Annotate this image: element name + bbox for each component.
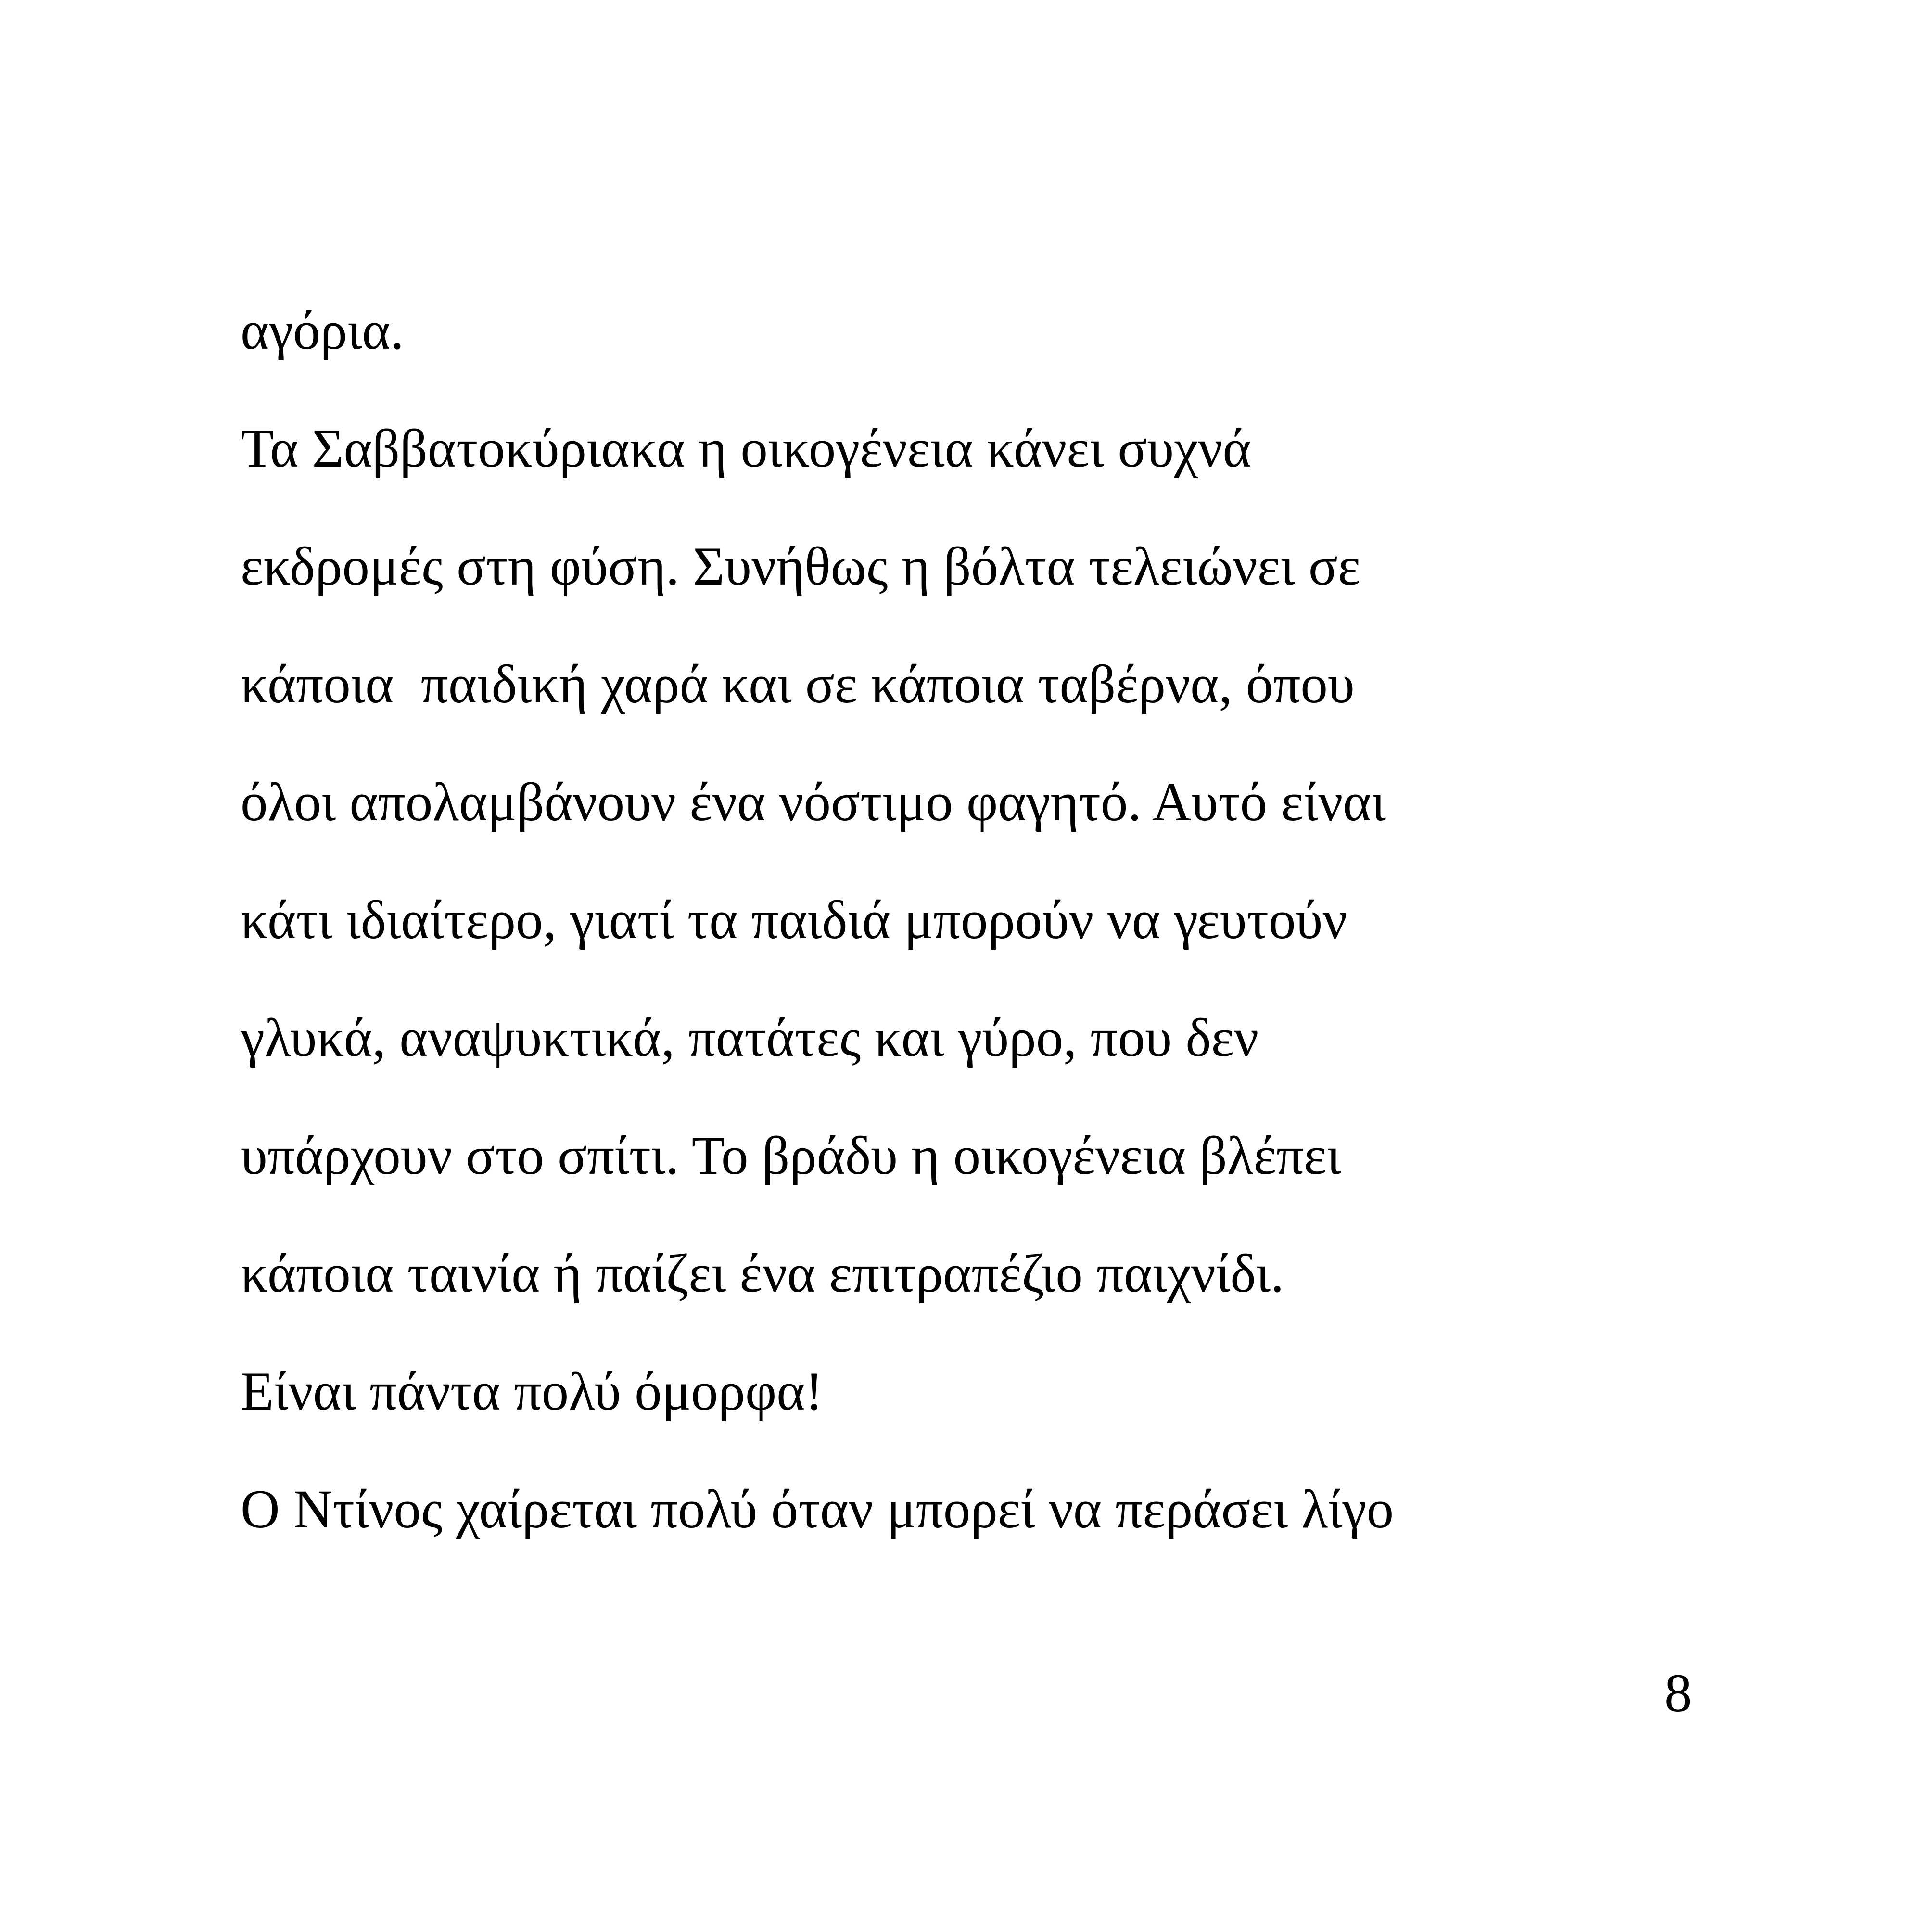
text-line: εκδρομές στη φύση. Συνήθως η βόλτα τελειώνει σε [241,536,1361,597]
text-line: όλοι απολαμβάνουν ένα νόστιμο φαγητό. Αυτό είναι [241,772,1386,832]
text-line: κάτι ιδιαίτερο, γιατί τα παιδιά μπορούν να γευτούν [241,890,1347,950]
text-line: υπάρχουν στο σπίτι. Το βράδυ η οικογένεια βλέπει [241,1126,1341,1186]
text-line: Ο Ντίνος χαίρεται πολύ όταν μπορεί να περάσει λίγο [241,1479,1394,1539]
page-number: 8 [1665,1663,1692,1723]
text-line: κάποια παιδική χαρά και σε κάποια ταβέρνα, όπου [241,654,1355,714]
body-text [241,272,1780,1568]
text-line: αγόρια. [241,301,404,361]
text-line: Τα Σαββατοκύριακα η οικογένεια κάνει συχνά [241,419,1251,479]
text-line: κάποια ταινία ή παίζει ένα επιτραπέζιο παιχνίδι. [241,1244,1284,1304]
text-line: Είναι πάντα πολύ όμορφα! [241,1361,824,1422]
text-line: γλυκά, αναψυκτικά, πατάτες και γύρο, που δεν [241,1008,1259,1068]
